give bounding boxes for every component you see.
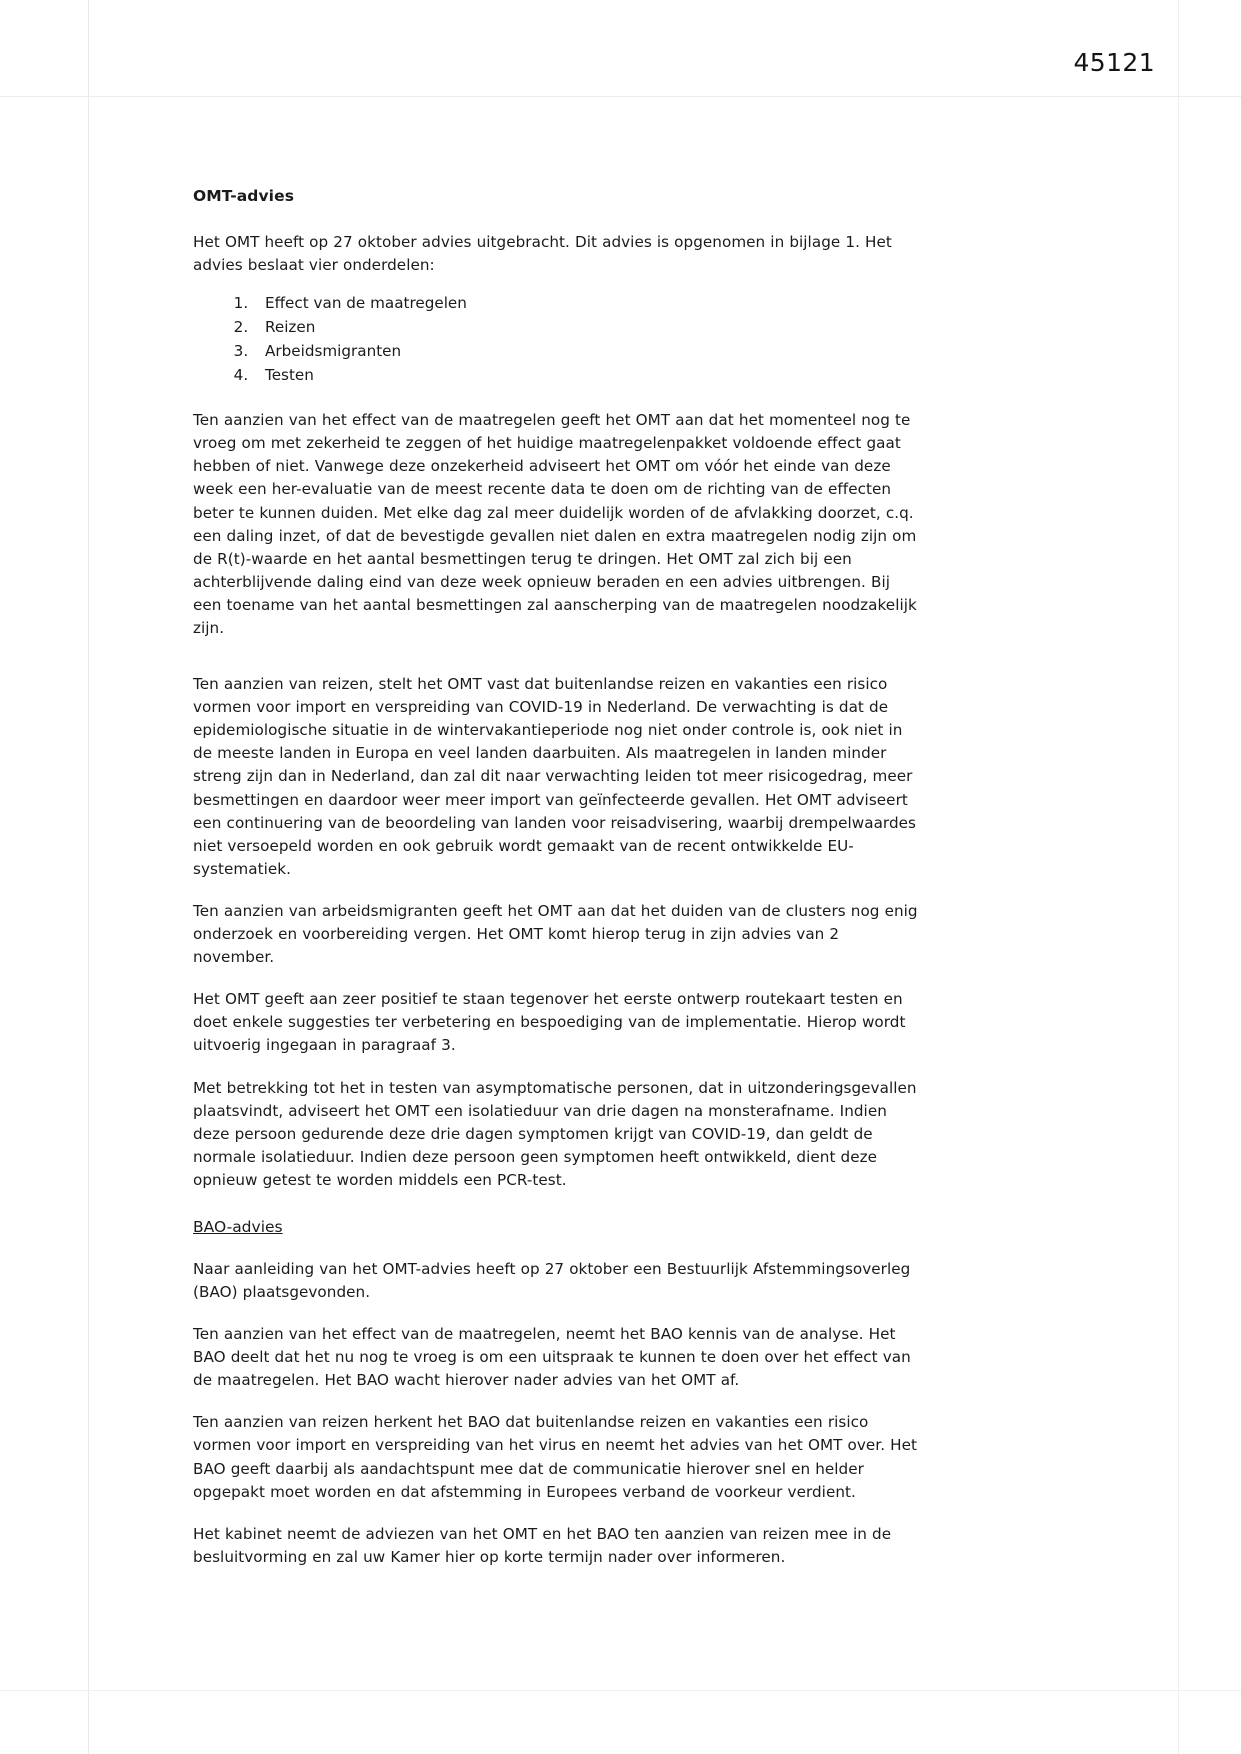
- scan-edge-left: [88, 0, 89, 1754]
- omt-paragraph-routekaart-testen: Het OMT geeft aan zeer positief te staan tegenover het eerste ontwerp routekaart testen en doet enkele suggesties ter verbetering en bespoediging van de implementatie. Hierop wordt uitvoerig ingegaan in paragraaf 3.: [193, 990, 906, 1055]
- document-body: [193, 186, 923, 1588]
- bao-paragraph-kabinet: Het kabinet neemt de adviezen van het OMT en het BAO ten aanzien van reizen mee in de besluitvorming en zal uw Kamer hier op korte termijn nader over informeren.: [193, 1524, 892, 1566]
- omt-paragraph-asymptomatisch-testen: Met betrekking tot het in testen van asymptomatische personen, dat in uitzonderingsgevallen plaatsvindt, adviseert het OMT een isolatieduur van drie dagen na monsterafname. Indien deze persoon gedurende deze drie dagen symptomen krijgt van COVID-19, dan geldt de normale isolatieduur. Indien deze persoon geen symptomen heeft ontwikkeld, dient deze opnieuw getest te worden middels een PCR-test.: [193, 1078, 917, 1189]
- scan-edge-right: [1178, 0, 1179, 1754]
- bao-paragraph-intro: Naar aanleiding van het OMT-advies heeft op 27 oktober een Bestuurlijk Afstemmingsoverleg (BAO) plaatsgevonden.: [193, 1259, 911, 1301]
- omt-intro-paragraph: Het OMT heeft op 27 oktober advies uitgebracht. Dit advies is opgenomen in bijlage 1. Het advies beslaat vier onderdelen:: [193, 232, 892, 275]
- omt-onderdelen-list: [193, 291, 923, 387]
- section-heading-omt-advies: OMT-advies: [193, 187, 295, 205]
- list-item: 3. Arbeidsmigranten: [253, 339, 923, 363]
- bao-paragraph-reizen: Ten aanzien van reizen herkent het BAO dat buitenlandse reizen en vakanties een risico vormen voor import en verspreiding van het virus en neemt het advies van het OMT over. Het BAO geeft daarbij als aandachtspunt mee dat de communicatie hierover snel en helder opgepakt moet worden en dat afstemming in Europees verband de voorkeur verdient.: [193, 1413, 918, 1501]
- omt-paragraph-effect: Ten aanzien van het effect van de maatregelen geeft het OMT aan dat het momenteel nog te vroeg om met zekerheid te zeggen of het huidige maatregelenpakket voldoende effect gaat hebben of niet. Vanwege deze onzekerheid adviseert het OMT om vóór het einde van deze week een her-evaluatie van de meest recente data te doen om de richting van de effecten beter te kunnen duiden. Met elke dag zal meer duidelijk worden of de afvlakking doorzet, c.q. een daling inzet, of dat de bevestigde gevallen niet dalen en extra maatregelen nodig zijn om de R(t)-waarde en het aantal besmettingen terug te dringen. Het OMT zal zich bij een achterblijvende daling eind van deze week opnieuw beraden en een advies uitbrengen. Bij een toename van het aantal besmettingen zal aanscherping van de maatregelen noodzakelijk zijn.: [193, 411, 917, 638]
- omt-paragraph-reizen: Ten aanzien van reizen, stelt het OMT vast dat buitenlandse reizen en vakanties een risico vormen voor import en verspreiding van COVID-19 in Nederland. De verwachting is dat de epidemiologische situatie in de wintervakantieperiode nog niet onder controle is, ook niet in de meeste landen in Europa en veel landen daarbuiten. Als maatregelen in landen minder streng zijn dan in Nederland, dan zal dit naar verwachting leiden tot meer risicogedrag, meer besmettingen en daardoor weer meer import van geïnfecteerde gevallen. Het OMT adviseert een continuering van de beoordeling van landen voor reisadvisering, waarbij drempelwaardes niet versoepeld worden en ook gebruik wordt gemaakt van de recent ontwikkelde EU-systematiek.: [193, 675, 917, 878]
- paragraph-spacer: [193, 659, 923, 673]
- list-item: 2. Reizen: [253, 315, 923, 339]
- page-number: 45121: [1073, 48, 1155, 77]
- list-item: 1. Effect van de maatregelen: [253, 291, 923, 315]
- list-item: 4. Testen: [253, 363, 923, 387]
- omt-paragraph-arbeidsmigranten: Ten aanzien van arbeidsmigranten geeft het OMT aan dat het duiden van de clusters nog enig onderzoek en voorbereiding vergen. Het OMT komt hierop terug in zijn advies van 2 november.: [193, 901, 918, 967]
- scan-edge-bottom: [0, 1690, 1241, 1691]
- scan-edge-top: [0, 96, 1241, 97]
- bao-paragraph-effect: Ten aanzien van het effect van de maatregelen, neemt het BAO kennis van de analyse. Het BAO deelt dat het nu nog te vroeg is om een uitspraak te kunnen te doen over het effect van de maatregelen. Het BAO wacht hierover nader advies van het OMT af.: [193, 1325, 911, 1390]
- section-heading-bao-advies: BAO-advies: [193, 1217, 283, 1236]
